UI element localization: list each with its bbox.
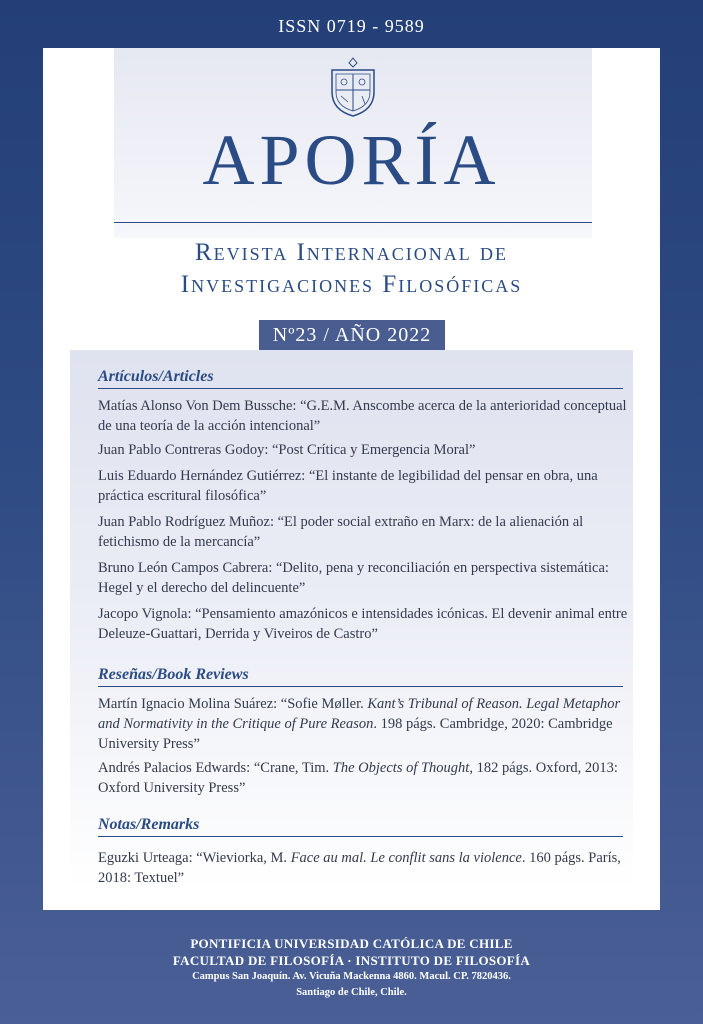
article-entry: Bruno León Campos Cabrera: “Delito, pena y reconciliación en perspectiva sistemática: Hegel y el derecho del delincuente” [98, 560, 609, 596]
review-entry: Martín Ignacio Molina Suárez: “Sofie Møller. Kant’s Tribunal of Reason. Legal Metaphor and Normativity in the Critique of Pure Reason. 198 págs. Cambridge, 2020: Cambridge University Press” [98, 696, 621, 752]
issue-label: Nº23 / AÑO 2022 [259, 320, 445, 350]
article-entry: Luis Eduardo Hernández Gutiérrez: “El instante de legibilidad del pensar en obra, una práctica escritural filosófica” [98, 468, 598, 504]
notes-heading: Notas/Remarks [98, 816, 623, 837]
footer-city: Santiago de Chile, Chile. [296, 987, 407, 998]
journal-title: APORÍA [202, 120, 501, 200]
journal-subtitle-line2: Investigaciones Filosóficas [180, 271, 523, 298]
article-entry: Jacopo Vignola: “Pensamiento amazónicos e intensidades icónicas. El devenir animal entre Deleuze-Guattari, Derrida y Viveiros de Castro” [98, 606, 628, 642]
article-entry: Matías Alonso Von Dem Bussche: “G.E.M. Anscombe acerca de la anterioridad conceptual de una teoría de la acción intencional” [98, 398, 627, 434]
title-divider [114, 222, 592, 223]
articles-heading: Artículos/Articles [98, 368, 623, 389]
reviews-heading: Reseñas/Book Reviews [98, 666, 623, 687]
footer-university: PONTIFICIA UNIVERSIDAD CATÓLICA DE CHILE [190, 936, 513, 951]
university-seal-icon [326, 56, 380, 118]
note-entry: Eguzki Urteaga: “Wieviorka, M. Face au mal. Le conflit sans la violence. 160 págs. París, 2018: Textuel” [98, 850, 621, 886]
footer-faculty: FACULTAD DE FILOSOFÍA · INSTITUTO DE FILOSOFÍA [172, 953, 531, 968]
review-entry: Andrés Palacios Edwards: “Crane, Tim. The Objects of Thought, 182 págs. Oxford, 2013: Oxford University Press” [98, 760, 618, 796]
footer-address: Campus San Joaquín. Av. Vicuña Mackenna 4860. Macul. CP. 7820436. [192, 971, 511, 982]
journal-subtitle-line1: Revista Internacional de [194, 239, 509, 266]
article-entry: Juan Pablo Rodríguez Muñoz: “El poder social extraño en Marx: de la alienación al fetichismo de la mercancía” [98, 514, 584, 550]
table-of-contents [70, 350, 633, 890]
issn-number: ISSN 0719 - 9589 [278, 16, 425, 36]
article-entry: Juan Pablo Contreras Godoy: “Post Crítica y Emergencia Moral” [98, 442, 476, 458]
cover-panel [43, 48, 660, 910]
